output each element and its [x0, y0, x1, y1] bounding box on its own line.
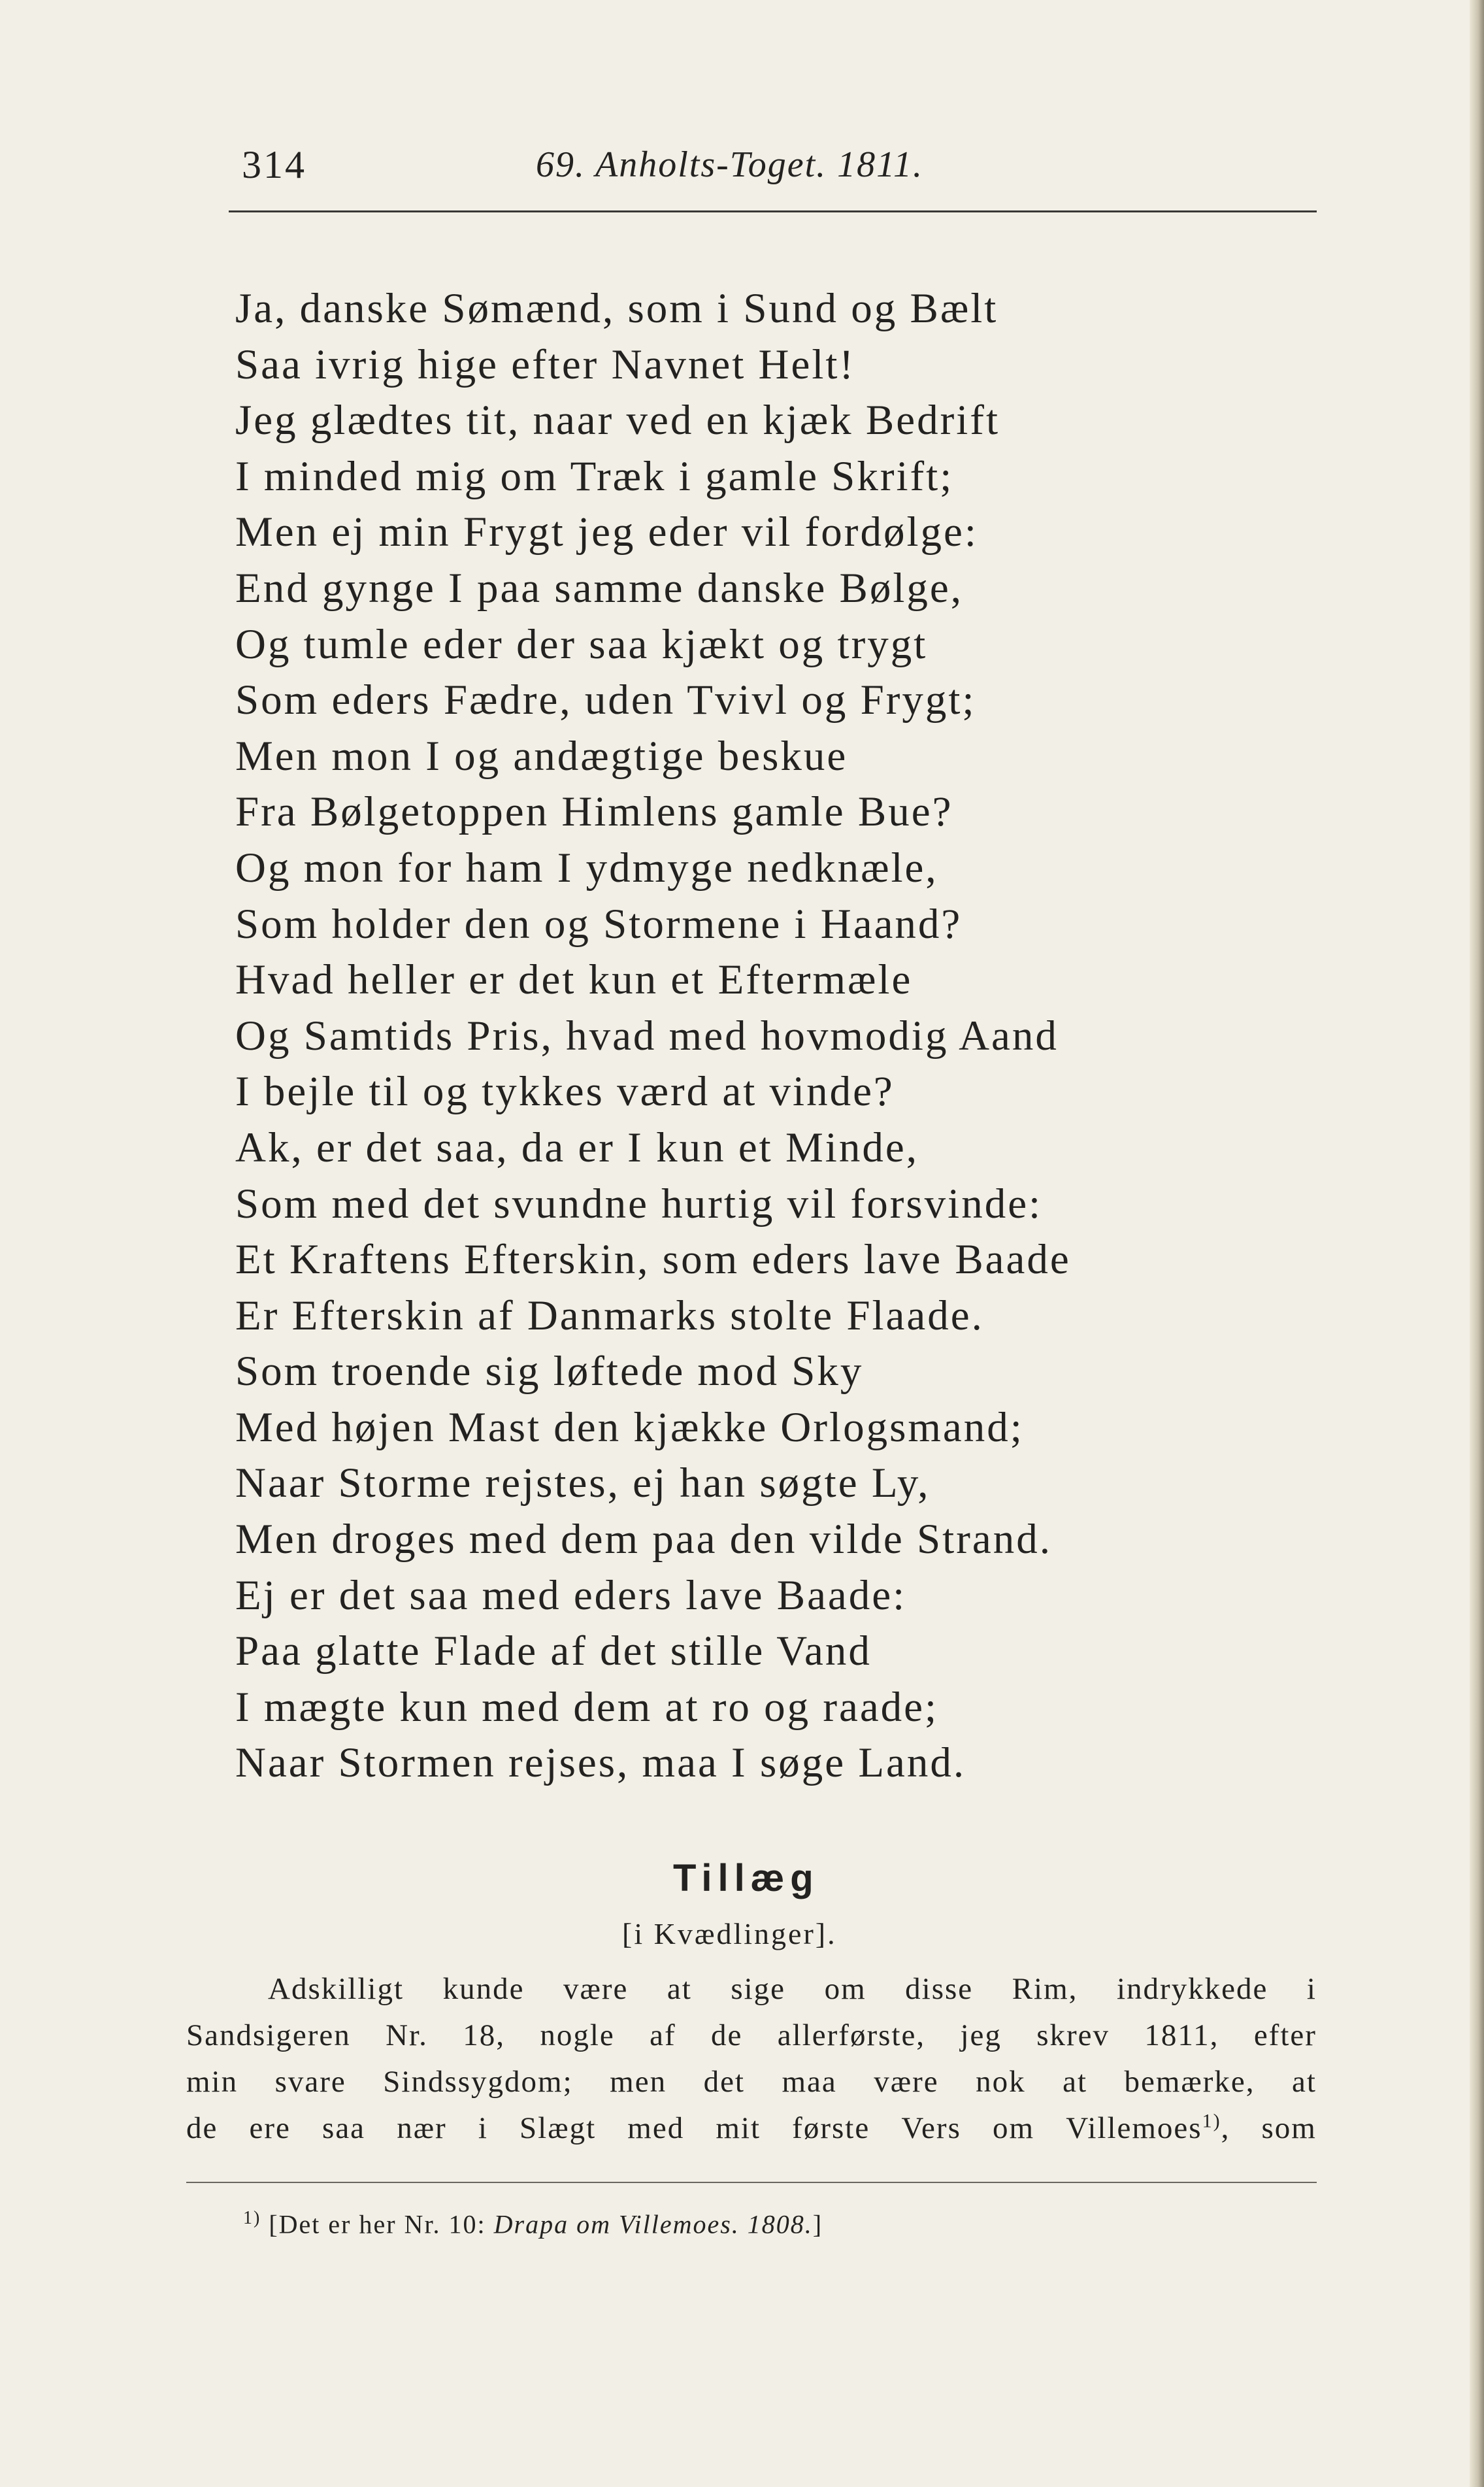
- footnote-italic-title: Drapa om Villemoes. 1808.: [493, 2209, 813, 2239]
- poem-line: I mægte kun med dem at ro og raade;: [235, 1683, 939, 1731]
- poem-line: Hvad heller er det kun et Eftermæle: [235, 956, 913, 1004]
- poem-line: Er Efterskin af Danmarks stolte Flaade.: [235, 1292, 984, 1339]
- poem-line: I bejle til og tykkes værd at vinde?: [235, 1068, 895, 1116]
- poem-line: Som holder den og Stormene i Haand?: [235, 900, 963, 948]
- page-edge: [1470, 0, 1484, 2487]
- footnote: [243, 2208, 823, 2239]
- poem-line: Ej er det saa med eders lave Baade:: [235, 1571, 907, 1619]
- header-rule: [229, 210, 1317, 212]
- prose-line: min svare Sindssygdom; men det maa være nok at bemærke, at: [186, 2065, 1317, 2099]
- poem-line: Som eders Fædre, uden Tvivl og Frygt;: [235, 676, 976, 724]
- footnote-close: ]: [812, 2209, 823, 2239]
- appendix-subheading: [i Kvædlinger].: [622, 1917, 837, 1950]
- poem-line: Som troende sig løftede mod Sky: [235, 1348, 864, 1395]
- poem-line: Men droges med dem paa den vilde Strand.: [235, 1516, 1052, 1563]
- poem-line: Paa glatte Flade af det stille Vand: [235, 1627, 872, 1675]
- page-header: [0, 0, 1484, 222]
- poem-line: Med højen Mast den kjække Orlogsmand;: [235, 1403, 1024, 1451]
- footnote-text: [Det er her Nr. 10:: [269, 2209, 494, 2239]
- running-head: 69. Anholts-Toget. 1811.: [536, 144, 924, 185]
- poem-line: Et Kraftens Efterskin, som eders lave Baade: [235, 1236, 1071, 1284]
- appendix-paragraph: [186, 1966, 1317, 2152]
- poem-line: Jeg glædtes tit, naar ved en kjæk Bedrift: [235, 397, 1000, 444]
- footnote-reference[interactable]: 1): [1202, 2110, 1221, 2132]
- appendix-heading: Tillæg: [673, 1857, 819, 1899]
- poem-line: Naar Storme rejstes, ej han søgte Ly,: [235, 1460, 931, 1507]
- footnote-rule: [186, 2182, 1317, 2183]
- poem-line: Og mon for ham I ydmyge nedknæle,: [235, 844, 938, 892]
- poem-line: Saa ivrig hige efter Navnet Helt!: [235, 341, 856, 388]
- poem-line: Og tumle eder der saa kjækt og trygt: [235, 620, 928, 668]
- prose-line: Adskilligt kunde være at sige om disse Rim, indrykkede i: [268, 1972, 1317, 2006]
- page-number: 314: [242, 143, 306, 186]
- prose-line: de ere saa nær i Slægt med mit første Vers om Villemoes$^{1)}$, som: [186, 2110, 1317, 2145]
- poem-line: Ja, danske Sømænd, som i Sund og Bælt: [235, 285, 998, 332]
- poem-line: Men mon I og andægtige beskue: [235, 732, 848, 780]
- poem: [235, 281, 1346, 1792]
- poem-line: Naar Stormen rejses, maa I søge Land.: [235, 1739, 966, 1787]
- poem-line: Ak, er det saa, da er I kun et Minde,: [235, 1124, 919, 1171]
- poem-line: I minded mig om Træk i gamle Skrift;: [235, 452, 954, 500]
- prose-line: Sandsigeren Nr. 18, nogle af de allerførste, jeg skrev 1811, efter: [186, 2018, 1317, 2052]
- poem-line: Fra Bølgetoppen Himlens gamle Bue?: [235, 788, 953, 836]
- footnote-marker: 1): [243, 2208, 261, 2228]
- poem-line: End gynge I paa samme danske Bølge,: [235, 564, 964, 612]
- poem-line: Men ej min Frygt jeg eder vil fordølge:: [235, 509, 978, 556]
- poem-line: Som med det svundne hurtig vil forsvinde:: [235, 1180, 1043, 1227]
- poem-line: Og Samtids Pris, hvad med hovmodig Aand: [235, 1012, 1059, 1060]
